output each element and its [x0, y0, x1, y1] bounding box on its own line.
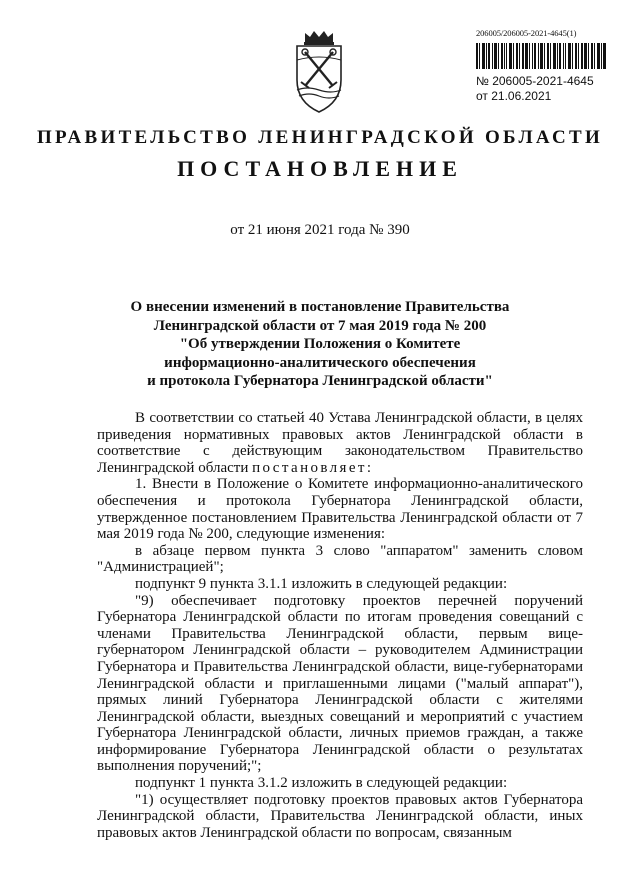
government-name: ПРАВИТЕЛЬСТВО ЛЕНИНГРАДСКОЙ ОБЛАСТИ — [36, 127, 604, 148]
paragraph-end: : — [366, 459, 372, 476]
paragraph: в абзаце первом пункта 3 слово "аппаратом" заменить словом "Администрацией"; — [97, 542, 583, 576]
title-line: Ленинградской области от 7 мая 2019 года № 200 — [153, 317, 487, 334]
title-line: и протокола Губернатора Ленинградской области" — [147, 373, 493, 389]
registration-date: от 21.06.2021 — [476, 89, 552, 103]
document-title — [100, 298, 540, 391]
enacting-word: постановляет — [252, 459, 367, 476]
registration-block — [476, 74, 594, 104]
document-body — [97, 410, 583, 841]
document-type: ПОСТАНОВЛЕНИЕ — [177, 156, 463, 181]
document-code: 206005/206005-2021-4645(1) — [476, 28, 577, 38]
paragraph-text: В соответствии со статьей 40 Устава Ленинградской области, в целях приведения нормативных правовых актов Ленинградской области в соответствие с действующим законодательством Правительство Ленинградской области — [97, 410, 583, 476]
title-line: информационно-аналитического обеспечения — [164, 354, 476, 371]
barcode — [476, 43, 606, 69]
registration-number: № 206005-2021-4645 — [476, 74, 594, 88]
coat-of-arms-emblem — [291, 30, 347, 116]
title-line: О внесении изменений в постановление Правительства — [130, 299, 510, 315]
paragraph: "9) обеспечивает подготовку проектов перечней поручений Губернатора Ленинградской области по итогам проведения совещаний с членами Правительства Ленинградской области, первым вице-губернатором Ленинградской области – руководителем Администрации Губернатора и Правительства Ленинградской области, вице-губернаторами Ленинградской области и приглашенными лицами ("малый аппарат"), прямых линий Губернатора Ленинградской области с жителями Ленинградской области, выездных совещаний и мероприятий с участием Губернатора Ленинградской области, личных приемов граждан, а также информирование Губернатора Ленинградской области о результатах выполнения поручений;"; — [97, 592, 583, 775]
paragraph: подпункт 9 пункта 3.1.1 изложить в следующей редакции: — [135, 575, 508, 592]
paragraph — [97, 410, 583, 476]
paragraph: 1. Внести в Положение о Комитете информационно-аналитического обеспечения и протокола Губернатора Ленинградской области, утвержденное постановлением Правительства Ленинградской области от 7 мая 2019 года № 200, следующие изменения: — [97, 476, 583, 543]
paragraph: подпункт 1 пункта 3.1.2 изложить в следующей редакции: — [135, 775, 508, 792]
title-line: "Об утверждении Положения о Комитете — [179, 336, 461, 352]
document-date-number: от 21 июня 2021 года № 390 — [230, 222, 410, 238]
paragraph: "1) осуществляет подготовку проектов правовых актов Губернатора Ленинградской области, Правительства Ленинградской области, иных правовых актов Ленинградской области по вопросам, связанным — [97, 791, 583, 841]
